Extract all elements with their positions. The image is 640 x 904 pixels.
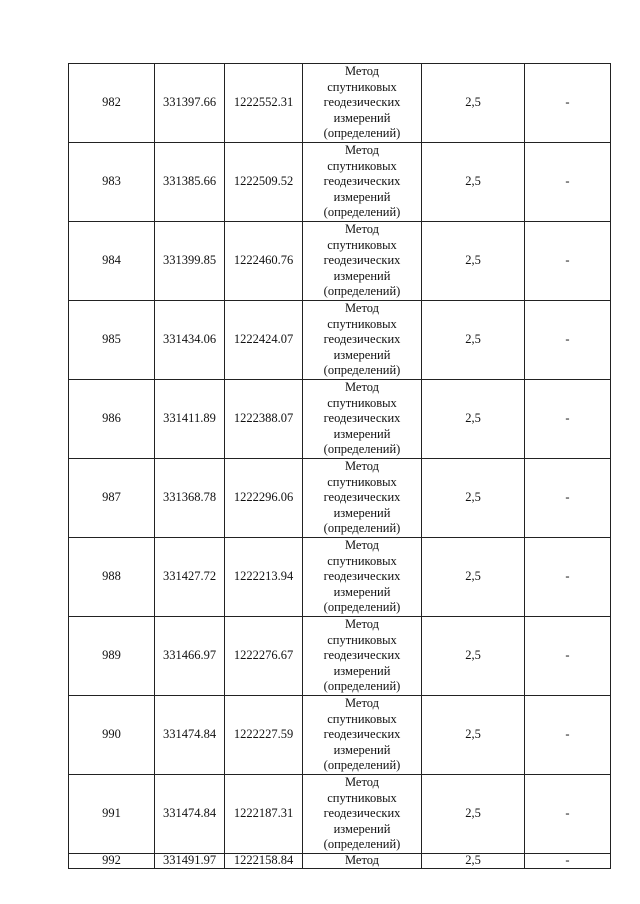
table-row [69, 459, 611, 538]
method-line: Метод [344, 538, 380, 553]
method-line: спутниковых [327, 711, 397, 726]
note-cell: - [525, 222, 611, 301]
method-line: измерений [333, 268, 391, 283]
note-cell: - [525, 64, 611, 143]
method-cell [303, 617, 422, 696]
y-coordinate-cell: 1222388.07 [225, 380, 303, 459]
method-line: (определений) [323, 442, 401, 457]
method-line: измерений [333, 110, 391, 125]
method-line: измерений [333, 426, 391, 441]
method-cell [303, 222, 422, 301]
accuracy-cell: 2,5 [422, 64, 525, 143]
method-cell [303, 696, 422, 775]
method-line: геодезических [323, 95, 401, 110]
method-cell [303, 380, 422, 459]
table-row [69, 222, 611, 301]
method-line: спутниковых [327, 553, 397, 568]
accuracy-cell: 2,5 [422, 854, 525, 869]
method-cell [303, 143, 422, 222]
method-line: спутниковых [327, 316, 397, 331]
y-coordinate-cell: 1222187.31 [225, 775, 303, 854]
x-coordinate-cell: 331434.06 [155, 301, 225, 380]
y-coordinate-cell: 1222552.31 [225, 64, 303, 143]
x-coordinate-cell: 331466.97 [155, 617, 225, 696]
method-line: измерений [333, 189, 391, 204]
method-line: геодезических [323, 411, 401, 426]
point-number-cell: 991 [69, 775, 155, 854]
x-coordinate-cell: 331385.66 [155, 143, 225, 222]
method-line: Метод [344, 222, 380, 237]
method-line: спутниковых [327, 79, 397, 94]
note-cell: - [525, 617, 611, 696]
method-line: измерений [333, 505, 391, 520]
table-body [69, 64, 611, 869]
y-coordinate-cell: 1222213.94 [225, 538, 303, 617]
table-row [69, 301, 611, 380]
y-coordinate-cell: 1222296.06 [225, 459, 303, 538]
accuracy-cell: 2,5 [422, 775, 525, 854]
method-line: Метод [344, 301, 380, 316]
method-line: (определений) [323, 363, 401, 378]
method-line: (определений) [323, 205, 401, 220]
x-coordinate-cell: 331411.89 [155, 380, 225, 459]
method-line: (определений) [323, 600, 401, 615]
table-row [69, 696, 611, 775]
method-line: спутниковых [327, 237, 397, 252]
x-coordinate-cell: 331427.72 [155, 538, 225, 617]
point-number-cell: 988 [69, 538, 155, 617]
point-number-cell: 992 [69, 854, 155, 869]
accuracy-cell: 2,5 [422, 222, 525, 301]
method-line: геодезических [323, 648, 401, 663]
y-coordinate-cell: 1222276.67 [225, 617, 303, 696]
method-line: спутниковых [327, 158, 397, 173]
note-cell: - [525, 854, 611, 869]
note-cell: - [525, 696, 611, 775]
x-coordinate-cell: 331368.78 [155, 459, 225, 538]
method-line: (определений) [323, 284, 401, 299]
note-cell: - [525, 538, 611, 617]
method-line: измерений [333, 584, 391, 599]
method-cell [303, 459, 422, 538]
method-line: (определений) [323, 521, 401, 536]
method-line: геодезических [323, 569, 401, 584]
method-line: (определений) [323, 758, 401, 773]
method-line: измерений [333, 347, 391, 362]
table-row [69, 538, 611, 617]
method-cell [303, 775, 422, 854]
method-line: спутниковых [327, 632, 397, 647]
method-cell [303, 854, 422, 869]
note-cell: - [525, 775, 611, 854]
accuracy-cell: 2,5 [422, 301, 525, 380]
method-line: геодезических [323, 727, 401, 742]
table-row [69, 775, 611, 854]
method-line: геодезических [323, 174, 401, 189]
note-cell: - [525, 143, 611, 222]
method-line: геодезических [323, 806, 401, 821]
method-line: Метод [344, 143, 380, 158]
note-cell: - [525, 380, 611, 459]
y-coordinate-cell: 1222227.59 [225, 696, 303, 775]
method-line: Метод [344, 380, 380, 395]
accuracy-cell: 2,5 [422, 143, 525, 222]
method-line: спутниковых [327, 395, 397, 410]
method-line: геодезических [323, 332, 401, 347]
x-coordinate-cell: 331474.84 [155, 696, 225, 775]
y-coordinate-cell: 1222424.07 [225, 301, 303, 380]
point-number-cell: 984 [69, 222, 155, 301]
method-line: Метод [344, 64, 380, 79]
method-line: Метод [344, 617, 380, 632]
table-row [69, 854, 611, 869]
method-line: спутниковых [327, 790, 397, 805]
x-coordinate-cell: 331474.84 [155, 775, 225, 854]
method-line: Метод [344, 459, 380, 474]
method-cell [303, 301, 422, 380]
method-line: геодезических [323, 490, 401, 505]
method-line: спутниковых [327, 474, 397, 489]
accuracy-cell: 2,5 [422, 538, 525, 617]
y-coordinate-cell: 1222158.84 [225, 854, 303, 869]
x-coordinate-cell: 331397.66 [155, 64, 225, 143]
y-coordinate-cell: 1222460.76 [225, 222, 303, 301]
method-line: измерений [333, 742, 391, 757]
table-row [69, 64, 611, 143]
coordinates-table [68, 63, 611, 869]
table-row [69, 143, 611, 222]
x-coordinate-cell: 331399.85 [155, 222, 225, 301]
x-coordinate-cell: 331491.97 [155, 854, 225, 869]
y-coordinate-cell: 1222509.52 [225, 143, 303, 222]
method-cell [303, 64, 422, 143]
method-line: измерений [333, 663, 391, 678]
point-number-cell: 990 [69, 696, 155, 775]
method-line: (определений) [323, 837, 401, 852]
method-line: Метод [344, 696, 380, 711]
method-cell [303, 538, 422, 617]
table-row [69, 617, 611, 696]
method-line: Метод [344, 853, 380, 867]
note-cell: - [525, 301, 611, 380]
accuracy-cell: 2,5 [422, 380, 525, 459]
table-row [69, 380, 611, 459]
accuracy-cell: 2,5 [422, 696, 525, 775]
point-number-cell: 982 [69, 64, 155, 143]
method-line: измерений [333, 821, 391, 836]
method-line: геодезических [323, 253, 401, 268]
accuracy-cell: 2,5 [422, 459, 525, 538]
point-number-cell: 983 [69, 143, 155, 222]
accuracy-cell: 2,5 [422, 617, 525, 696]
note-cell: - [525, 459, 611, 538]
method-line: (определений) [323, 126, 401, 141]
method-line: Метод [344, 775, 380, 790]
method-line: (определений) [323, 679, 401, 694]
point-number-cell: 989 [69, 617, 155, 696]
point-number-cell: 986 [69, 380, 155, 459]
point-number-cell: 985 [69, 301, 155, 380]
point-number-cell: 987 [69, 459, 155, 538]
